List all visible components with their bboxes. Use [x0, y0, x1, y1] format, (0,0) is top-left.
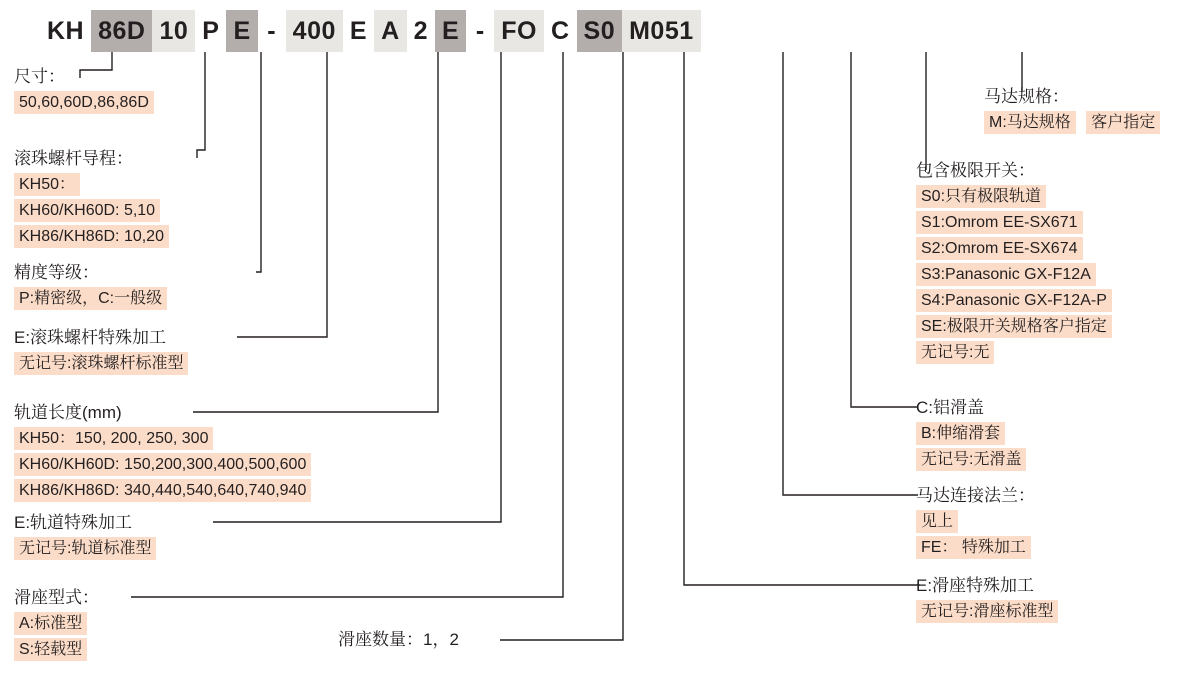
annotation-ballscrew-special-title: E:滚珠螺杆特殊加工 [14, 328, 167, 347]
code-cell-15[interactable]: M051 [622, 10, 701, 52]
annotation-ballscrew-special [14, 327, 188, 375]
annotation-slider-count [338, 629, 459, 651]
code-cell-9[interactable]: 2 [413, 16, 429, 45]
code-cell-0[interactable]: KH [47, 16, 85, 45]
annotation-accuracy-row-0: P:精密级，C:一般级 [14, 287, 167, 310]
code-cell-5: - [267, 16, 277, 45]
annotation-motor-spec-row-0: M:马达规格 [984, 111, 1076, 134]
code-cell-4[interactable]: E [226, 10, 257, 52]
annotation-motor-flange-row-1: FE： 特殊加工 [916, 536, 1031, 559]
annotation-rail-length-row-1: KH60/KH60D: 150,200,300,400,500,600 [14, 453, 311, 476]
annotation-limit-switch-title: 包含极限开关： [916, 161, 1035, 180]
annotation-slider-type-row-0: A:标准型 [14, 612, 87, 635]
code-cell-3[interactable]: P [202, 16, 220, 45]
annotation-motor-flange-title: 马达连接法兰： [916, 486, 1035, 505]
annotation-limit-switch-row-5: SE:极限开关规格客户指定 [916, 315, 1112, 338]
annotation-rail-length-row-0: KH50：150, 200, 250, 300 [14, 427, 213, 450]
annotation-rail-special-title: E:轨道特殊加工 [14, 513, 133, 532]
product-code-row [40, 10, 701, 52]
annotation-motor-spec-title: 马达规格： [984, 87, 1069, 106]
annotation-ballscrew-lead [14, 148, 169, 248]
annotation-motor-flange-row-0: 见上 [916, 510, 958, 533]
annotation-ballscrew-lead-row-0: KH50： [14, 173, 80, 196]
annotation-slider-type-row-1: S:轻载型 [14, 638, 87, 661]
annotation-ballscrew-lead-title: 滚珠螺杆导程： [14, 149, 133, 168]
annotation-cover-row-0: B:伸缩滑套 [916, 422, 1005, 445]
annotation-rail-length [14, 402, 311, 502]
annotation-slider-type [14, 587, 99, 661]
annotation-slider-special [916, 575, 1058, 623]
code-cell-6[interactable]: 400 [286, 10, 343, 52]
code-cell-13[interactable]: C [550, 16, 570, 45]
code-cell-14[interactable]: S0 [577, 10, 623, 52]
annotation-slider-special-title: E:滑座特殊加工 [916, 576, 1035, 595]
code-cell-2[interactable]: 10 [152, 10, 195, 52]
annotation-ballscrew-special-row-0: 无记号:滚珠螺杆标准型 [14, 352, 188, 375]
annotation-motor-spec [984, 86, 1160, 134]
annotation-rail-length-row-2: KH86/KH86D: 340,440,540,640,740,940 [14, 479, 311, 502]
code-cell-1[interactable]: 86D [91, 10, 152, 52]
annotation-limit-switch [916, 160, 1112, 364]
annotation-size-row-0: 50,60,60D,86,86D [14, 91, 154, 114]
code-cell-11: - [475, 16, 485, 45]
annotation-size [14, 66, 154, 114]
annotation-rail-special [14, 512, 156, 560]
annotation-slider-type-title: 滑座型式： [14, 588, 99, 607]
code-cell-12[interactable]: FO [494, 10, 544, 52]
annotation-motor-flange [916, 485, 1035, 559]
annotation-motor-spec-row-1: 客户指定 [1086, 111, 1160, 134]
annotation-limit-switch-row-0: S0:只有极限轨道 [916, 185, 1046, 208]
annotation-limit-switch-row-3: S3:Panasonic GX-F12A [916, 263, 1096, 286]
annotation-accuracy-title: 精度等级： [14, 263, 99, 282]
annotation-slider-count-title: 滑座数量：1，2 [338, 630, 459, 649]
annotation-slider-special-row-0: 无记号:滑座标准型 [916, 600, 1058, 623]
annotation-limit-switch-row-2: S2:Omrom EE-SX674 [916, 237, 1083, 260]
annotation-size-title: 尺寸： [14, 67, 65, 86]
annotation-ballscrew-lead-row-2: KH86/KH86D: 10,20 [14, 225, 169, 248]
annotation-limit-switch-row-4: S4:Panasonic GX-F12A-P [916, 289, 1112, 312]
annotation-cover-title: C:铝滑盖 [916, 398, 984, 417]
annotation-accuracy [14, 262, 167, 310]
annotation-cover [916, 397, 1026, 471]
code-cell-7[interactable]: E [349, 16, 368, 45]
code-cell-10[interactable]: E [435, 10, 466, 52]
code-cell-8[interactable]: A [374, 10, 407, 52]
annotation-limit-switch-row-6: 无记号:无 [916, 341, 994, 364]
annotation-rail-special-row-0: 无记号:轨道标准型 [14, 537, 156, 560]
annotation-rail-length-title: 轨道长度(mm) [14, 403, 122, 422]
annotation-ballscrew-lead-row-1: KH60/KH60D: 5,10 [14, 199, 160, 222]
annotation-limit-switch-row-1: S1:Omrom EE-SX671 [916, 211, 1083, 234]
annotation-cover-row-1: 无记号:无滑盖 [916, 448, 1026, 471]
